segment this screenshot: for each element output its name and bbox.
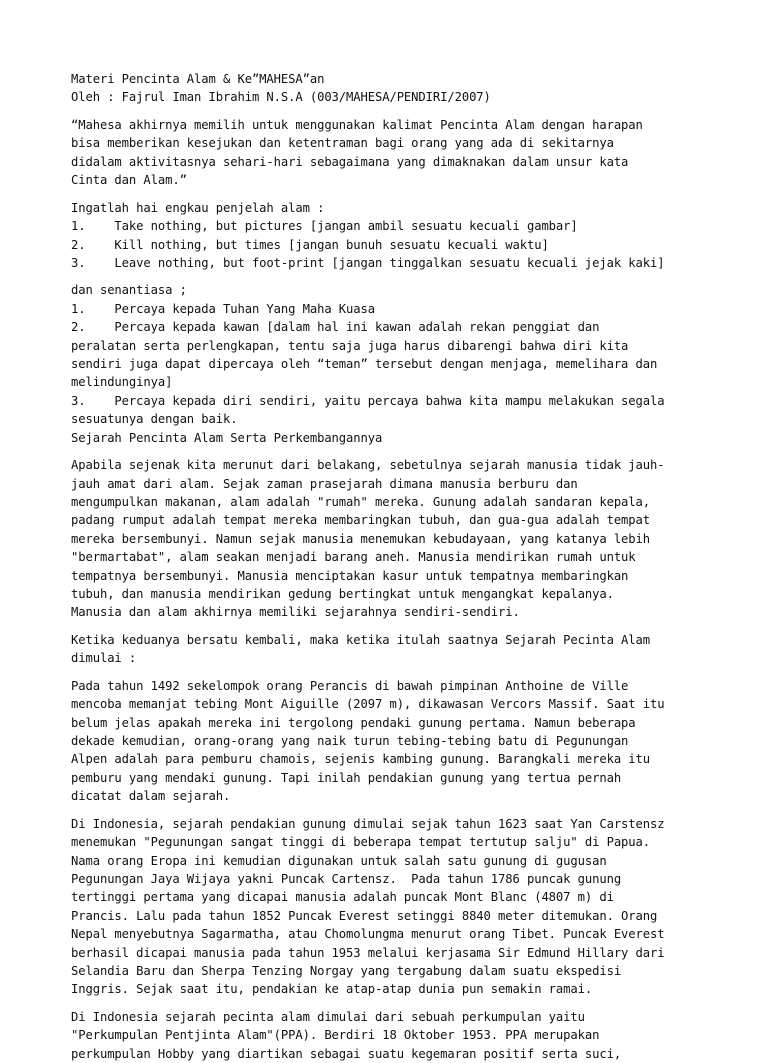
text-line: dekade kemudian, orang-orang yang naik turun tebing-tebing batu di Pegunungan [71,734,629,749]
paragraph-gap [71,272,711,281]
text-line: Ketika keduanya bersatu kembali, maka ketika itulah saatnya Sejarah Pecinta Alam [71,632,651,647]
text-line: Pegunungan Jaya Wijaya yakni Puncak Cartensz. Pada tahun 1786 puncak gunung [71,871,622,886]
paragraph-gap [71,622,711,631]
text-line: melindunginya] [71,375,173,390]
text-line: Selandia Baru dan Sherpa Tenzing Norgay yang tergabung dalam suatu ekspedisi [71,963,622,978]
text-line: Cinta dan Alam.” [71,173,187,188]
text-line: bisa memberikan kesejukan dan ketentraman bagi orang yang ada di sekitarnya [71,136,614,151]
text-line: 1. Percaya kepada Tuhan Yang Maha Kuasa [71,301,375,316]
text-line: "Perkumpulan Pentjinta Alam"(PPA). Berdiri 18 Oktober 1953. PPA merupakan [71,1028,600,1043]
text-line: tubuh, dan manusia mendirikan gedung bertingkat untuk mengangkat kepalanya. [71,586,614,601]
text-line: didalam aktivitasnya sehari-hari sebagaimana yang dimaknakan dalam unsur kata [71,154,629,169]
paragraph-gap [71,668,711,677]
text-line: Oleh : Fajrul Iman Ibrahim N.S.A (003/MAHESA/PENDIRI/2007) [71,90,491,105]
text-line: tempatnya bersembunyi. Manusia menciptakan kasur untuk tempatnya membaringkan [71,568,629,583]
text-line: mereka bersembunyi. Namun sejak manusia menemukan kebudayaan, yang katanya lebih [71,531,651,546]
paragraph [71,116,711,190]
text-line: tertinggi pertama yang dicapai manusia adalah puncak Mont Blanc (4807 m) di [71,890,614,905]
text-line: “Mahesa akhirnya memilih untuk menggunakan kalimat Pencinta Alam dengan harapan [71,117,643,132]
text-line: padang rumput adalah tempat mereka membaringkan tubuh, dan gua-gua adalah tempat [71,513,651,528]
text-line: dimulai : [71,651,137,666]
text-line: Sejarah Pencinta Alam Serta Perkembangannya [71,430,383,445]
text-line: sendiri juga dapat dipercaya oleh “teman” tersebut dengan menjaga, memelihara dan [71,357,658,372]
text-line: Nama orang Eropa ini kemudian digunakan untuk salah satu gunung di gugusan [71,853,607,868]
text-line: dan senantiasa ; [71,283,187,298]
paragraph [71,456,711,622]
text-line: Apabila sejenak kita merunut dari belakang, sebetulnya sejarah manusia tidak jauh- [71,458,665,473]
text-line: 3. Percaya kepada diri sendiri, yaitu percaya bahwa kita mampu melakukan segala [71,393,665,408]
text-line: sesuatunya dengan baik. [71,412,238,427]
paragraph-gap [71,107,711,116]
text-line: 2. Percaya kepada kawan [dalam hal ini kawan adalah rekan penggiat dan [71,320,600,335]
text-line: belum jelas apakah mereka ini tergolong pendaki gunung pertama. Namun beberapa [71,715,636,730]
text-line: Pada tahun 1492 sekelompok orang Perancis di bawah pimpinan Anthoine de Ville [71,678,629,693]
text-line: Ingatlah hai engkau penjelah alam : [71,200,325,215]
paragraph [71,281,711,447]
text-line: perkumpulan Hobby yang diartikan sebagai suatu kegemaran positif serta suci, [71,1046,622,1061]
paragraph-gap [71,190,711,199]
text-line: peralatan serta perlengkapan, tentu saja juga harus dibarengi bahwa diri kita [71,338,629,353]
paragraph [71,70,711,107]
paragraph [71,815,711,999]
text-line: Materi Pencinta Alam & Ke”MAHESA”an [71,72,325,86]
paragraph [71,1008,711,1063]
text-line: 1. Take nothing, but pictures [jangan ambil sesuatu kecuali gambar] [71,219,578,234]
text-line: 3. Leave nothing, but foot-print [jangan tinggalkan sesuatu kecuali jejak kaki] [71,255,665,270]
text-line: Di Indonesia, sejarah pendakian gunung dimulai sejak tahun 1623 saat Yan Carstensz [71,816,665,831]
paragraph-gap [71,999,711,1008]
text-line: 2. Kill nothing, but times [jangan bunuh sesuatu kecuali waktu] [71,237,549,252]
text-line: berhasil dicapai manusia pada tahun 1953 melalui kerjasama Sir Edmund Hillary dari [71,945,665,960]
text-line: "bermartabat", alam seakan menjadi barang aneh. Manusia mendirikan rumah untuk [71,550,636,565]
text-line: Nepal menyebutnya Sagarmatha, atau Chomolungma menurut orang Tibet. Puncak Everest [71,927,665,942]
paragraph-gap [71,806,711,815]
text-line: Inggris. Sejak saat itu, pendakian ke atap-atap dunia pun semakin ramai. [71,982,593,997]
paragraph [71,631,711,668]
paragraph [71,677,711,806]
text-line: Manusia dan alam akhirnya memiliki sejarahnya sendiri-sendiri. [71,605,520,620]
paragraph-gap [71,447,711,456]
document-page [71,70,711,1063]
text-line: Alpen adalah para pemburu chamois, sejenis kambing gunung. Barangkali mereka itu [71,752,651,767]
text-line: Di Indonesia sejarah pecinta alam dimulai dari sebuah perkumpulan yaitu [71,1009,585,1024]
text-line: menemukan "Pegunungan sangat tinggi di beberapa tempat tertutup salju" di Papua. [71,835,651,850]
text-line: Prancis. Lalu pada tahun 1852 Puncak Everest setinggi 8840 meter ditemukan. Orang [71,908,658,923]
text-line: dicatat dalam sejarah. [71,789,231,804]
text-line: jauh amat dari alam. Sejak zaman prasejarah dimana manusia berburu dan [71,476,578,491]
text-line: mencoba memanjat tebing Mont Aiguille (2097 m), dikawasan Vercors Massif. Saat itu [71,697,665,712]
text-line: mengumpulkan makanan, alam adalah "rumah" mereka. Gunung adalah sandaran kepala, [71,494,651,509]
paragraph [71,199,711,273]
text-line: pemburu yang mendaki gunung. Tapi inilah pendakian gunung yang tertua pernah [71,770,622,785]
